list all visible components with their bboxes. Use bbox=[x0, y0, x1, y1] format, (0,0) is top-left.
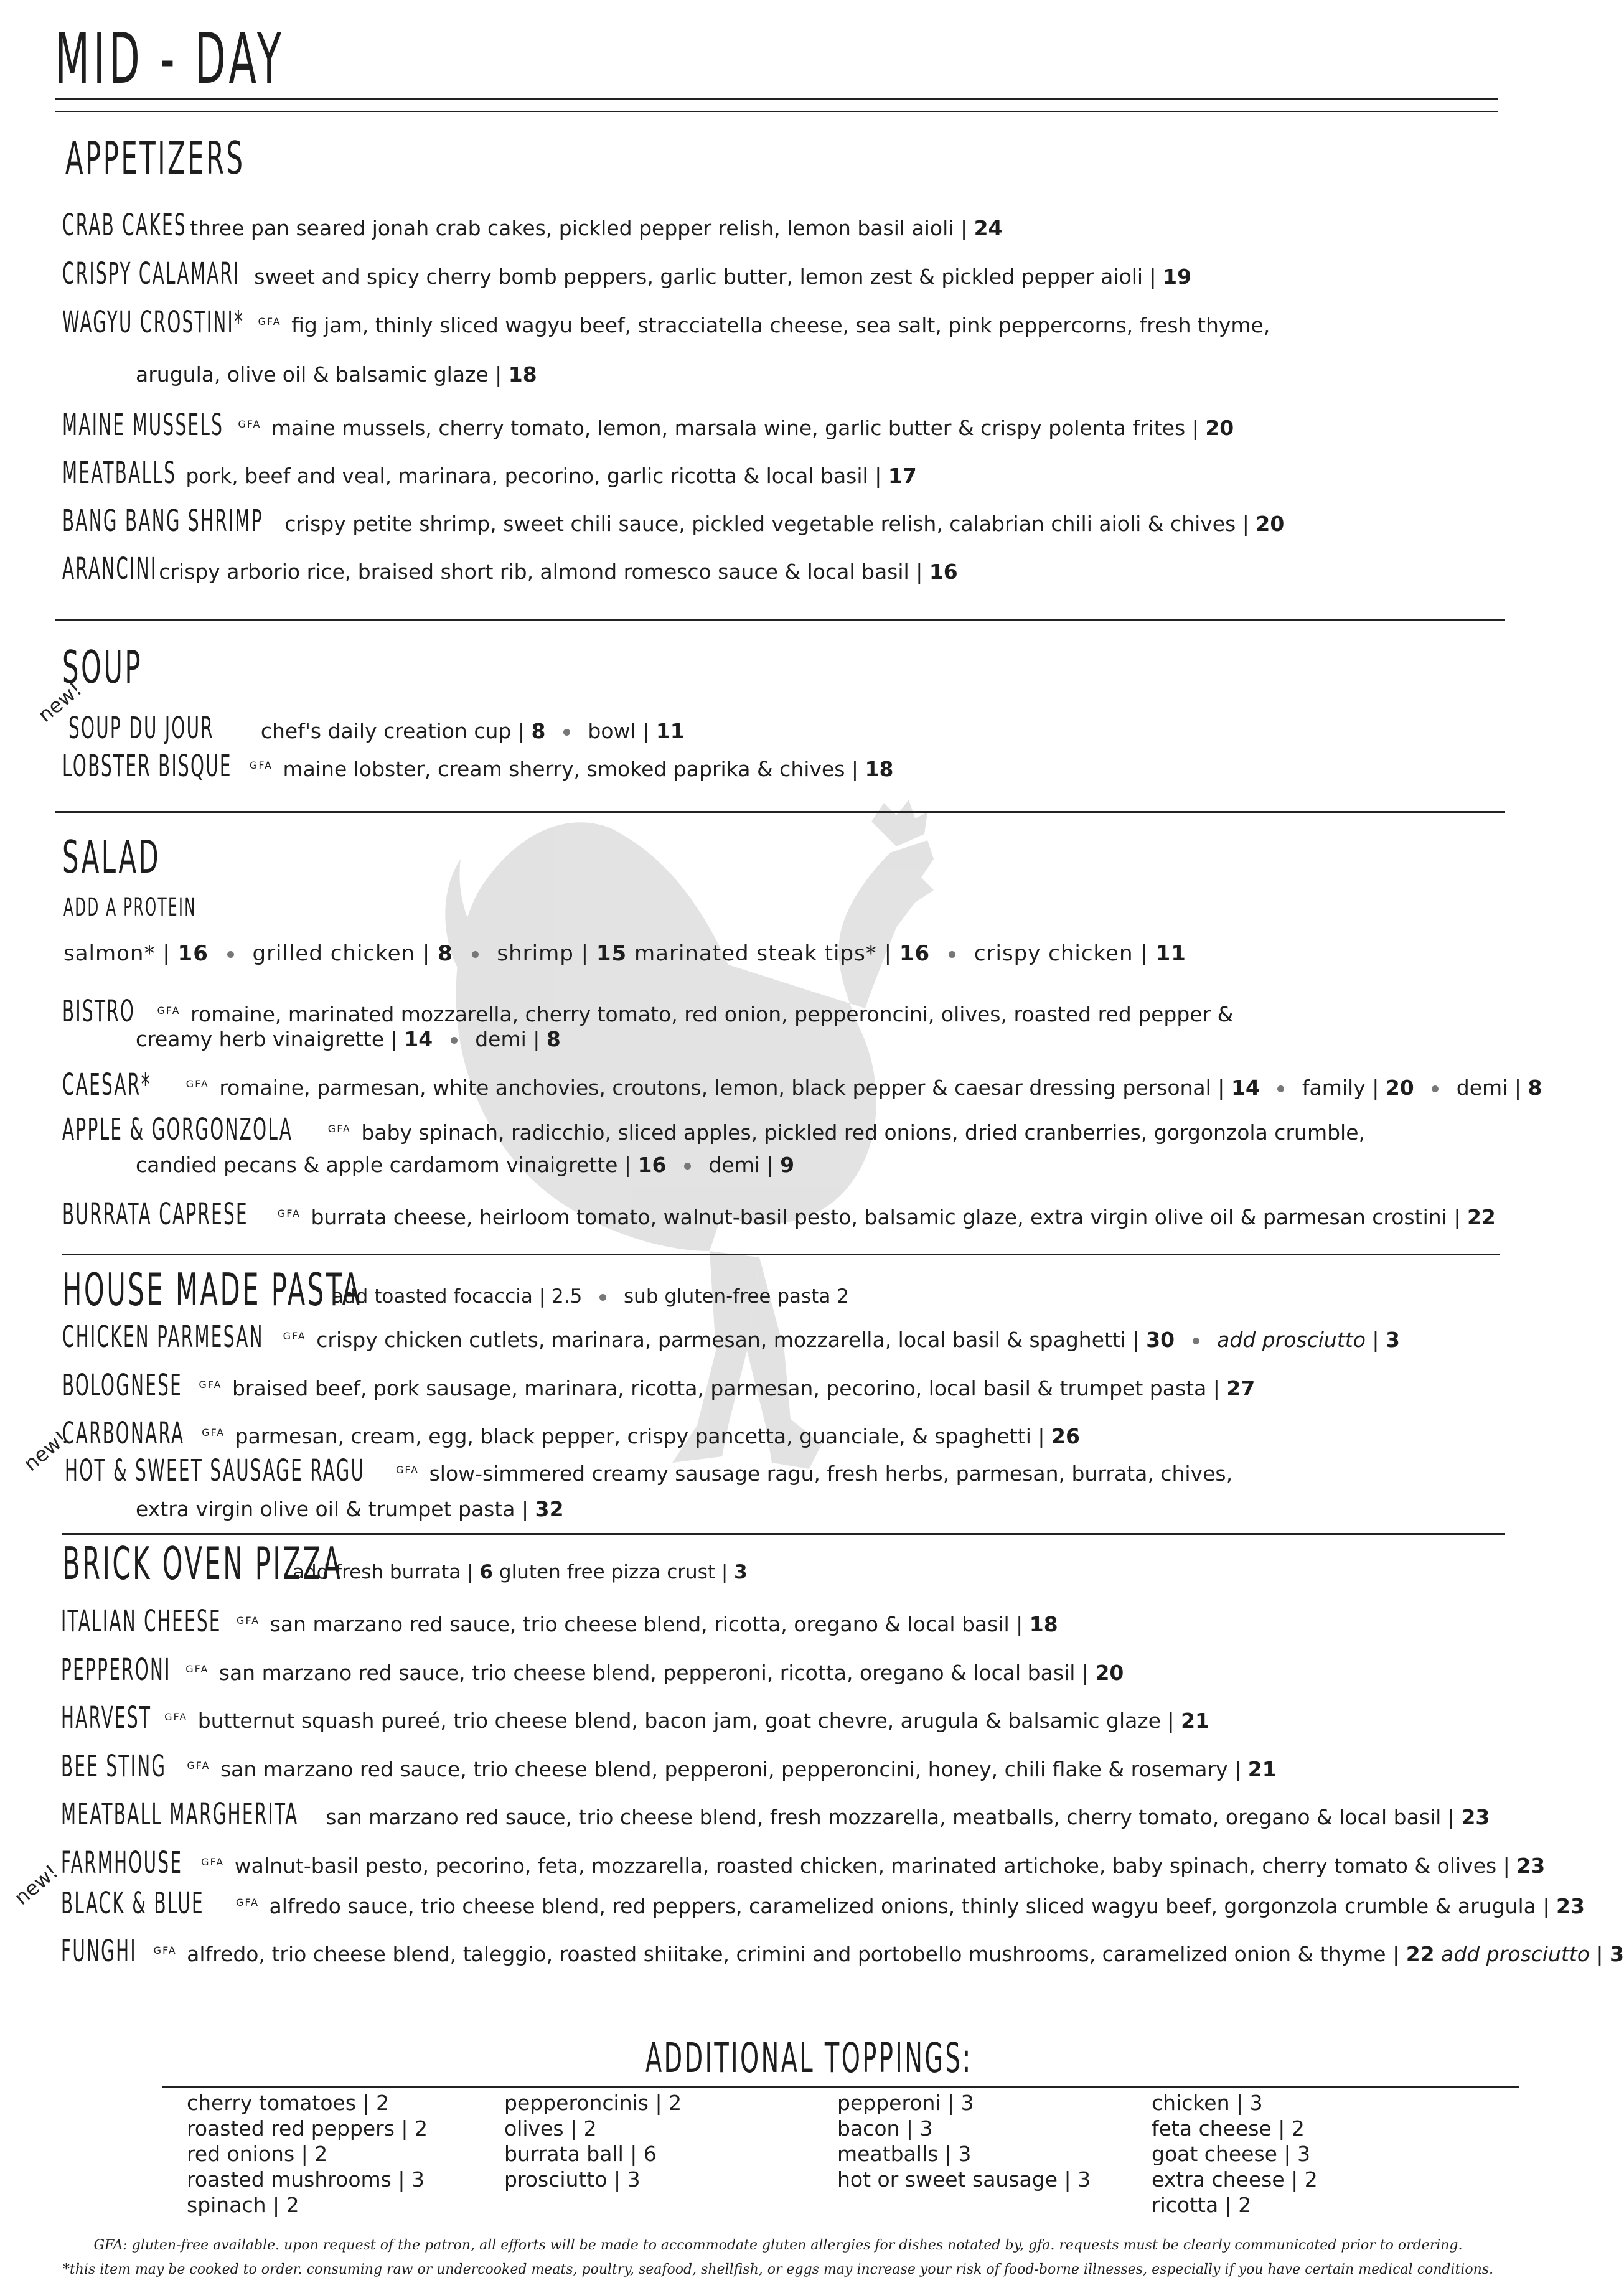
pizza-note-price: 6 bbox=[479, 1561, 494, 1583]
pizza-note-price: 3 bbox=[734, 1561, 748, 1583]
topping-item: feta cheese | 2 bbox=[1152, 2116, 1305, 2140]
toppings-column bbox=[504, 2090, 682, 2192]
item-desc: demi | bbox=[1456, 1076, 1521, 1100]
gfa-label: GFA bbox=[199, 1379, 222, 1390]
gfa-label: GFA bbox=[153, 1944, 177, 1956]
item-desc: chef's daily creation cup | bbox=[260, 719, 525, 743]
item-price: 14 bbox=[404, 1027, 433, 1051]
item-price: 8 bbox=[546, 1027, 561, 1051]
topping-item: burrata ball | 6 bbox=[504, 2142, 657, 2166]
item-desc: burrata cheese, heirloom tomato, walnut-basil pesto, balsamic glaze, extra virgin olive oil & parmesan crostini | bbox=[311, 1205, 1461, 1229]
item-desc: san marzano red sauce, trio cheese blend, fresh mozzarella, meatballs, cherry tomato, oregano & local basil | bbox=[326, 1805, 1455, 1829]
topping-item: roasted red peppers | 2 bbox=[187, 2116, 428, 2140]
item-desc: san marzano red sauce, trio cheese blend, ricotta, oregano & local basil | bbox=[270, 1612, 1023, 1636]
section-divider bbox=[62, 1254, 1500, 1255]
separator-dot bbox=[563, 729, 570, 736]
item-name: CHICKEN PARMESAN bbox=[62, 1320, 264, 1354]
item-price: 11 bbox=[655, 719, 685, 743]
protein-price: 16 bbox=[899, 941, 931, 966]
item-price: 30 bbox=[1146, 1328, 1175, 1352]
topping-item: goat cheese | 3 bbox=[1152, 2142, 1311, 2166]
protein-price: 8 bbox=[438, 941, 453, 966]
item-price: 20 bbox=[1095, 1661, 1124, 1685]
separator-dot bbox=[1277, 1085, 1284, 1092]
toppings-column bbox=[837, 2090, 1091, 2192]
item-desc: family | bbox=[1302, 1076, 1379, 1100]
item-price: 18 bbox=[508, 362, 537, 387]
item-desc-continued bbox=[136, 1153, 794, 1177]
item-name: CRAB CAKES bbox=[62, 208, 187, 243]
menu-item bbox=[61, 1845, 1546, 1880]
new-badge: new! bbox=[19, 1426, 72, 1476]
item-desc-continued bbox=[136, 362, 537, 387]
menu-item bbox=[68, 711, 685, 746]
item-price: 18 bbox=[1029, 1612, 1058, 1636]
item-name: MAINE MUSSELS bbox=[62, 408, 224, 443]
protein-label: shrimp | bbox=[497, 941, 589, 966]
topping-item: bacon | 3 bbox=[837, 2116, 933, 2140]
separator-dot bbox=[1193, 1338, 1199, 1344]
menu-item bbox=[62, 305, 1270, 340]
topping-item: extra cheese | 2 bbox=[1152, 2167, 1318, 2192]
gfa-label: GFA bbox=[187, 1760, 210, 1771]
menu-item bbox=[61, 1886, 1585, 1921]
section-divider bbox=[55, 619, 1505, 621]
item-desc-continued bbox=[136, 1497, 564, 1521]
item-name: BURRATA CAPRESE bbox=[62, 1197, 248, 1232]
item-desc: fig jam, thinly sliced wagyu beef, stracciatella cheese, sea salt, pink peppercorns, fresh thyme, bbox=[291, 313, 1270, 337]
protein-price: 16 bbox=[177, 941, 209, 966]
item-desc: demi | bbox=[708, 1153, 774, 1177]
item-price: 26 bbox=[1051, 1424, 1080, 1448]
separator-dot bbox=[451, 1037, 458, 1044]
gfa-label: GFA bbox=[258, 316, 281, 327]
new-badge: new! bbox=[9, 1860, 63, 1910]
separator-dot bbox=[599, 1294, 606, 1301]
item-price: 16 bbox=[929, 560, 958, 584]
appetizers-heading: APPETIZERS bbox=[65, 132, 245, 184]
protein-label: crispy chicken | bbox=[974, 941, 1148, 966]
item-desc: sweet and spicy cherry bomb peppers, garlic butter, lemon zest & pickled pepper aioli | bbox=[254, 265, 1157, 289]
separator-dot bbox=[949, 951, 955, 958]
addon-price: 3 bbox=[1386, 1328, 1400, 1352]
item-price: 17 bbox=[888, 464, 917, 488]
topping-item: roasted mushrooms | 3 bbox=[187, 2167, 425, 2192]
separator-dot bbox=[1432, 1085, 1439, 1092]
topping-item: pepperoni | 3 bbox=[837, 2091, 974, 2115]
item-price: 23 bbox=[1516, 1854, 1546, 1878]
item-name: BOLOGNESE bbox=[62, 1368, 183, 1403]
pasta-heading: HOUSE MADE PASTA bbox=[62, 1264, 362, 1316]
item-name: CARBONARA bbox=[62, 1416, 185, 1451]
topping-item: spinach | 2 bbox=[187, 2193, 299, 2217]
item-desc: crispy petite shrimp, sweet chili sauce, pickled vegetable relish, calabrian chili aioli & chives | bbox=[284, 512, 1249, 536]
protein-price: 15 bbox=[596, 941, 627, 966]
menu-item bbox=[65, 1453, 1233, 1488]
item-desc: maine mussels, cherry tomato, lemon, marsala wine, garlic butter & crispy polenta frites | bbox=[271, 416, 1199, 440]
menu-item bbox=[62, 551, 958, 586]
menu-item bbox=[62, 456, 917, 490]
item-desc: pork, beef and veal, marinara, pecorino, garlic ricotta & local basil | bbox=[185, 464, 882, 488]
item-name: HARVEST bbox=[61, 1700, 152, 1735]
menu-item bbox=[62, 749, 894, 784]
new-badge: new! bbox=[33, 677, 87, 727]
item-name: FARMHOUSE bbox=[61, 1845, 183, 1880]
item-desc: slow-simmered creamy sausage ragu, fresh herbs, parmesan, burrata, chives, bbox=[429, 1461, 1233, 1486]
gfa-label: GFA bbox=[185, 1663, 209, 1675]
item-desc: romaine, parmesan, white anchovies, croutons, lemon, black pepper & caesar dressing personal | bbox=[219, 1076, 1225, 1100]
item-name: CAESAR* bbox=[62, 1067, 151, 1102]
item-name: FUNGHI bbox=[61, 1934, 137, 1969]
menu-item bbox=[62, 1197, 1496, 1232]
menu-item bbox=[62, 994, 1234, 1029]
menu-item bbox=[61, 1749, 1277, 1784]
pizza-note: add fresh burrata | bbox=[293, 1561, 474, 1583]
topping-item: chicken | 3 bbox=[1152, 2091, 1263, 2115]
separator-dot bbox=[684, 1163, 691, 1170]
addon-price: 3 bbox=[1610, 1942, 1624, 1966]
item-price: 21 bbox=[1247, 1757, 1277, 1781]
topping-item: ricotta | 2 bbox=[1152, 2193, 1252, 2217]
pasta-note: add toasted focaccia | 2.5 bbox=[332, 1285, 583, 1308]
item-price: 24 bbox=[974, 216, 1003, 240]
salad-heading: SALAD bbox=[62, 831, 161, 883]
gfa-label: GFA bbox=[277, 1207, 301, 1219]
toppings-column bbox=[1152, 2090, 1318, 2218]
topping-item: pepperoncinis | 2 bbox=[504, 2091, 682, 2115]
menu-item bbox=[62, 256, 1192, 291]
item-desc: romaine, marinated mozzarella, cherry tomato, red onion, pepperoncini, olives, roasted red pepper & bbox=[190, 1002, 1234, 1026]
title-rule-2 bbox=[55, 111, 1498, 112]
item-price: 23 bbox=[1556, 1894, 1585, 1918]
page-title: MID - DAY bbox=[55, 19, 286, 100]
item-desc: crispy chicken cutlets, marinara, parmesan, mozzarella, local basil & spaghetti | bbox=[316, 1328, 1140, 1352]
raw-food-disclaimer: *this item may be cooked to order. consuming raw or undercooked meats, poultry, seafood, shellfish, or eggs may increase your risk of food-borne illnesses, especially if you have certain medical conditions. bbox=[62, 2262, 1494, 2277]
gfa-label: GFA bbox=[238, 418, 261, 430]
item-name: WAGYU CROSTINI* bbox=[62, 305, 245, 340]
item-desc: alfredo, trio cheese blend, taleggio, roasted shiitake, crimini and portobello mushrooms, caramelized onion & thyme | bbox=[187, 1942, 1400, 1966]
soup-heading: SOUP bbox=[62, 641, 143, 693]
menu-item bbox=[61, 1700, 1210, 1735]
item-desc: crispy arborio rice, braised short rib, almond romesco sauce & local basil | bbox=[159, 560, 923, 584]
menu-item bbox=[62, 1112, 1365, 1147]
item-price: 32 bbox=[535, 1497, 564, 1521]
item-price: 21 bbox=[1181, 1709, 1210, 1733]
item-price: 9 bbox=[780, 1153, 795, 1177]
item-desc: extra virgin olive oil & trumpet pasta | bbox=[136, 1497, 529, 1521]
item-desc: candied pecans & apple cardamom vinaigrette | bbox=[136, 1153, 632, 1177]
menu-item bbox=[61, 1797, 1490, 1832]
item-price: 22 bbox=[1467, 1205, 1496, 1229]
protein-price: 11 bbox=[1155, 941, 1186, 966]
item-name: PEPPERONI bbox=[61, 1653, 171, 1687]
item-price: 19 bbox=[1163, 265, 1192, 289]
topping-item: prosciutto | 3 bbox=[504, 2167, 641, 2192]
item-price: 20 bbox=[1256, 512, 1285, 536]
item-desc-continued bbox=[136, 1027, 561, 1051]
toppings-rule bbox=[162, 2086, 1519, 2088]
item-desc: butternut squash pureé, trio cheese blend, bacon jam, goat chevre, arugula & balsamic glaze | bbox=[197, 1709, 1175, 1733]
pasta-note: sub gluten-free pasta 2 bbox=[624, 1285, 849, 1308]
gfa-label: GFA bbox=[249, 759, 273, 771]
item-price: 18 bbox=[865, 757, 894, 781]
separator-dot bbox=[227, 951, 234, 958]
gfa-label: GFA bbox=[201, 1856, 225, 1868]
item-desc: maine lobster, cream sherry, smoked paprika & chives | bbox=[283, 757, 859, 781]
pizza-note: gluten free pizza crust | bbox=[499, 1561, 728, 1583]
item-desc: three pan seared jonah crab cakes, pickled pepper relish, lemon basil aioli | bbox=[190, 216, 968, 240]
addon-label: add prosciutto | bbox=[1441, 1942, 1603, 1966]
item-desc: braised beef, pork sausage, marinara, ricotta, parmesan, pecorino, local basil & trumpet pasta | bbox=[232, 1376, 1220, 1400]
gfa-label: GFA bbox=[202, 1427, 225, 1438]
topping-item: meatballs | 3 bbox=[837, 2142, 972, 2166]
gfa-label: GFA bbox=[157, 1005, 181, 1016]
item-name: ARANCINI bbox=[62, 551, 157, 586]
gfa-disclaimer: GFA: gluten-free available. upon request of the patron, all efforts will be made to accommodate gluten allergies for dishes notated by, gfa. requests must be clearly communicated prior to ordering. bbox=[93, 2238, 1463, 2253]
item-price: 20 bbox=[1205, 416, 1234, 440]
gfa-label: GFA bbox=[164, 1711, 188, 1723]
menu-item bbox=[61, 1604, 1058, 1639]
protein-subheading: ADD A PROTEIN bbox=[63, 893, 197, 922]
menu-item bbox=[62, 1368, 1256, 1403]
item-price: 20 bbox=[1385, 1076, 1414, 1100]
item-desc: parmesan, cream, egg, black pepper, crispy pancetta, guanciale, & spaghetti | bbox=[235, 1424, 1045, 1448]
pasta-notes bbox=[332, 1285, 849, 1308]
item-name: APPLE & GORGONZOLA bbox=[62, 1112, 293, 1147]
item-name: BISTRO bbox=[62, 994, 136, 1029]
section-divider bbox=[62, 1533, 1505, 1535]
gfa-label: GFA bbox=[327, 1123, 351, 1135]
item-desc: baby spinach, radicchio, sliced apples, pickled red onions, dried cranberries, gorgonzola crumble, bbox=[361, 1120, 1365, 1145]
menu-item bbox=[62, 504, 1285, 538]
menu-item bbox=[62, 1067, 1542, 1102]
item-name: ITALIAN CHEESE bbox=[61, 1604, 222, 1639]
item-name: MEATBALLS bbox=[62, 456, 177, 490]
item-price: 8 bbox=[531, 719, 546, 743]
item-desc: creamy herb vinaigrette | bbox=[136, 1027, 398, 1051]
item-name: SOUP DU JOUR bbox=[68, 711, 214, 746]
topping-item: hot or sweet sausage | 3 bbox=[837, 2167, 1091, 2192]
item-desc: demi | bbox=[475, 1027, 540, 1051]
item-name: BLACK & BLUE bbox=[61, 1886, 204, 1921]
item-desc: bowl | bbox=[588, 719, 650, 743]
menu-item bbox=[62, 1320, 1400, 1354]
item-name: CRISPY CALAMARI bbox=[62, 256, 240, 291]
item-desc: walnut-basil pesto, pecorino, feta, mozzarella, roasted chicken, marinated artichoke, baby spinach, cherry tomato & olives | bbox=[234, 1854, 1510, 1878]
item-desc: san marzano red sauce, trio cheese blend, pepperoni, pepperoncini, honey, chili flake & rosemary | bbox=[220, 1757, 1242, 1781]
toppings-column bbox=[187, 2090, 428, 2218]
item-desc: san marzano red sauce, trio cheese blend, pepperoni, ricotta, oregano & local basil | bbox=[218, 1661, 1089, 1685]
separator-dot bbox=[472, 951, 479, 958]
item-desc: alfredo sauce, trio cheese blend, red peppers, caramelized onions, thinly sliced wagyu beef, gorgonzola crumble & arugula | bbox=[269, 1894, 1550, 1918]
pizza-heading: BRICK OVEN PIZZA bbox=[62, 1537, 343, 1590]
item-name: MEATBALL MARGHERITA bbox=[61, 1797, 299, 1832]
item-price: 14 bbox=[1231, 1076, 1260, 1100]
item-name: BANG BANG SHRIMP bbox=[62, 504, 263, 538]
topping-item: olives | 2 bbox=[504, 2116, 597, 2140]
protein-label: marinated steak tips* | bbox=[634, 941, 893, 966]
protein-label: salmon* | bbox=[63, 941, 171, 966]
topping-item: red onions | 2 bbox=[187, 2142, 328, 2166]
topping-item: cherry tomatoes | 2 bbox=[187, 2091, 390, 2115]
item-name: LOBSTER BISQUE bbox=[62, 749, 232, 784]
gfa-label: GFA bbox=[185, 1078, 209, 1090]
gfa-label: GFA bbox=[237, 1615, 260, 1626]
section-divider bbox=[55, 811, 1505, 813]
menu-item bbox=[61, 1653, 1124, 1687]
menu-item bbox=[62, 408, 1234, 443]
protein-options bbox=[63, 940, 1186, 967]
item-price: 16 bbox=[637, 1153, 667, 1177]
item-name: HOT & SWEET SAUSAGE RAGU bbox=[65, 1453, 365, 1488]
menu-item bbox=[62, 1416, 1080, 1451]
gfa-label: GFA bbox=[235, 1897, 260, 1908]
menu-item bbox=[61, 1934, 1624, 1969]
item-price: 27 bbox=[1226, 1376, 1256, 1400]
item-name: BEE STING bbox=[61, 1749, 167, 1784]
menu-item bbox=[62, 208, 1003, 243]
gfa-label: GFA bbox=[396, 1464, 420, 1476]
item-price: 22 bbox=[1406, 1942, 1435, 1966]
item-price: 8 bbox=[1528, 1076, 1542, 1100]
gfa-label: GFA bbox=[283, 1330, 306, 1342]
toppings-heading: ADDITIONAL TOPPINGS: bbox=[645, 2034, 973, 2082]
item-desc: arugula, olive oil & balsamic glaze | bbox=[136, 362, 502, 387]
item-price: 23 bbox=[1461, 1805, 1490, 1829]
pizza-notes bbox=[293, 1561, 748, 1583]
addon-label: add prosciutto | bbox=[1217, 1328, 1379, 1352]
title-rule-1 bbox=[55, 98, 1498, 100]
protein-label: grilled chicken | bbox=[252, 941, 431, 966]
